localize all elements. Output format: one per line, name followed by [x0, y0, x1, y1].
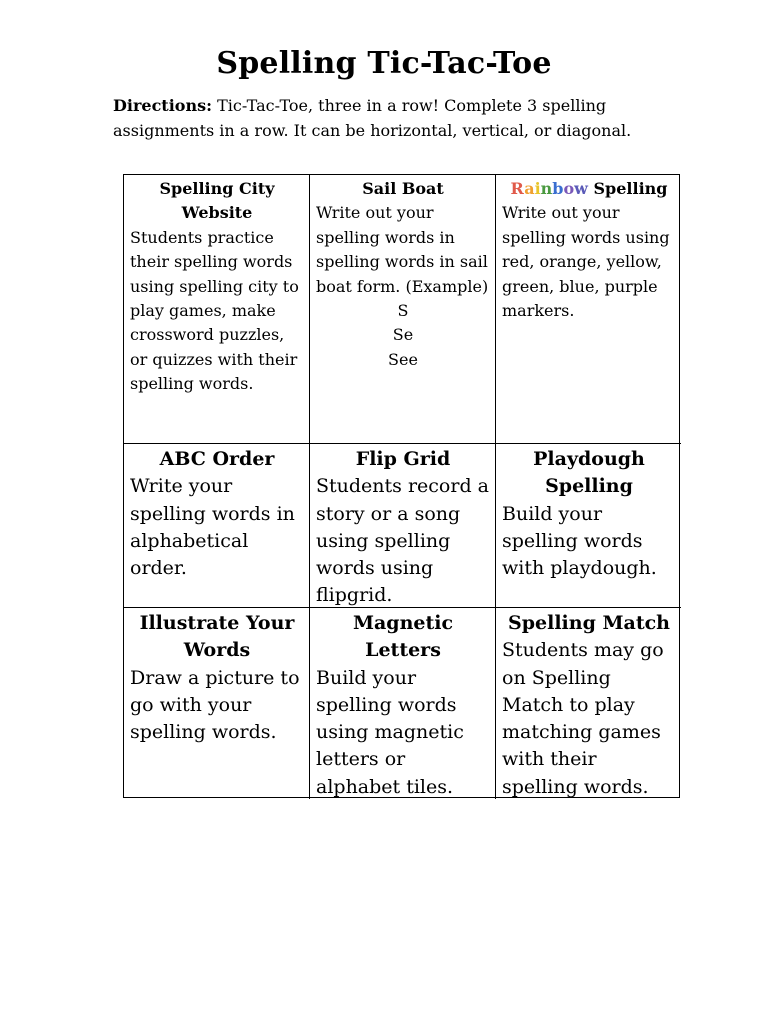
- cell-spelling-city: [124, 175, 310, 444]
- cell-title: ABC Order: [159, 448, 275, 470]
- rainbow-letter: b: [552, 179, 564, 198]
- cell-title: Spelling City Website: [159, 179, 275, 223]
- cell-body: Write out your spelling words using red, orange, yellow, green, blue, purple markers.: [502, 203, 670, 321]
- cell-title: [502, 177, 676, 201]
- cell-title: Sail Boat: [362, 179, 444, 198]
- directions-text: Tic-Tac-Toe, three in a row! Complete 3 spelling assignments in a row. It can be horizontal, vertical, or diagonal.: [113, 96, 632, 140]
- rainbow-letter: a: [524, 179, 535, 198]
- cell-title: Playdough Spelling: [533, 448, 645, 498]
- sail-boat-example-line: S: [397, 301, 409, 321]
- cell-title-rest: Spelling: [587, 179, 668, 198]
- sail-boat-example-line: Se: [392, 325, 414, 345]
- rainbow-letter: R: [510, 179, 525, 198]
- cell-illustrate-your-words: [124, 608, 310, 799]
- cell-body: Students practice their spelling words using spelling city to play games, make crossword puzzles, or quizzes with their spelling words.: [130, 227, 299, 394]
- directions-label: Directions:: [113, 96, 212, 115]
- cell-title: Magnetic Letters: [352, 612, 454, 662]
- cell-body: Write your spelling words in alphabetical order.: [130, 475, 295, 580]
- cell-body: Draw a picture to go with your spelling words.: [130, 666, 300, 744]
- cell-spelling-match: [496, 608, 681, 799]
- cell-body: Students may go on Spelling Match to play matching games with their spelling words.: [502, 639, 664, 798]
- cell-body: Build your spelling words using magnetic letters or alphabet tiles.: [316, 666, 464, 798]
- rainbow-letter: n: [540, 179, 553, 198]
- sail-boat-example-line: See: [388, 349, 418, 369]
- page-title: Spelling Tic-Tac-Toe: [216, 46, 552, 81]
- cell-body: Build your spelling words with playdough.: [502, 502, 657, 580]
- rainbow-letter: o: [563, 179, 575, 198]
- cell-magnetic-letters: [310, 608, 496, 799]
- cell-title: Flip Grid: [355, 448, 451, 470]
- cell-playdough-spelling: [496, 444, 681, 608]
- rainbow-letter: i: [534, 179, 541, 198]
- cell-rainbow-spelling: [496, 175, 681, 444]
- tic-tac-toe-grid: [123, 174, 680, 798]
- cell-sail-boat: [310, 175, 496, 444]
- cell-title: Spelling Match: [508, 612, 670, 634]
- directions: [113, 94, 653, 143]
- cell-title: Illustrate Your Words: [139, 612, 295, 662]
- rainbow-letter: w: [574, 179, 588, 198]
- cell-abc-order: [124, 444, 310, 608]
- cell-body: Students record a story or a song using spelling words using flipgrid.: [316, 475, 489, 607]
- cell-body: Write out your spelling words in spelling words in sail boat form. (Example): [316, 203, 489, 296]
- cell-flip-grid: [310, 444, 496, 608]
